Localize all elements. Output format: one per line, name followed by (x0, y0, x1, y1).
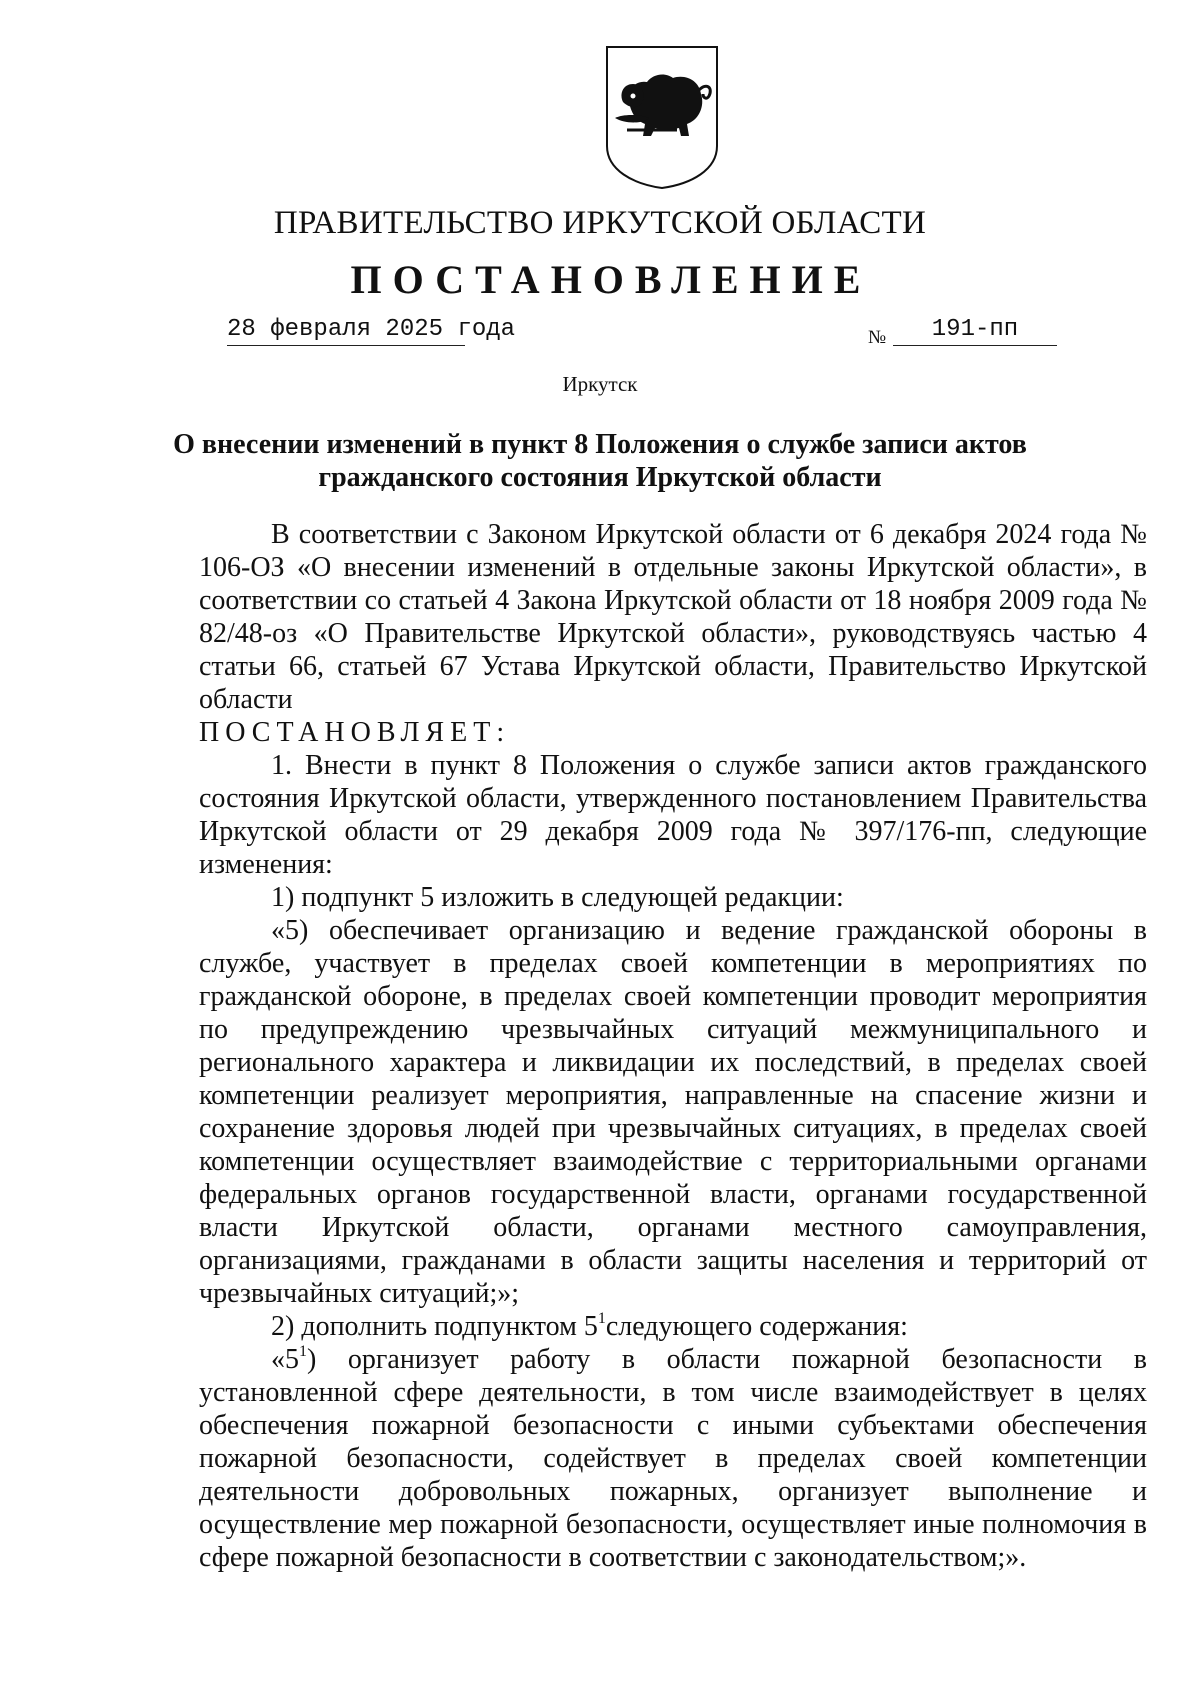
subitem-2-text-start: «5 (271, 1344, 299, 1375)
document-date: 28 февраля 2025 года (227, 316, 465, 346)
subitem-2-text-end: ) организует работу в области пожарной безопасности в установленной сфере деятельности, в том числе взаимодействует в целях обеспечения пожарной безопасности с иными субъектами обеспечения пожарной безопасности, содействует в пределах своей компетенции деятельности добровольных пожарных, организует выполнение и осуществление мер пожарной безопасности, осуществляет иные полномочия в сфере пожарной безопасности в соответствии с законодательством;». (199, 1344, 1147, 1573)
decree-word: ПОСТАНОВЛЯЕТ: (199, 717, 511, 748)
government-title: ПРАВИТЕЛЬСТВО ИРКУТСКОЙ ОБЛАСТИ (273, 205, 927, 241)
document-body (199, 518, 1147, 1574)
document-subject: О внесении изменений в пункт 8 Положения о службе записи актов гражданского состояния Иркутской области (173, 429, 1027, 493)
superscript: 1 (597, 1310, 606, 1327)
item-1-paragraph: 1. Внести в пункт 8 Положения о службе записи актов гражданского состояния Иркутской области, утвержденного постановлением Правительства Иркутской области от 29 декабря 2009 года № 397/176-пп, следующие изменения: (199, 750, 1147, 880)
number-sign: № (868, 327, 887, 348)
subitem-1-intro: 1) подпункт 5 изложить в следующей редакции: (271, 882, 844, 913)
document-type-heading: ПОСТАНОВЛЕНИЕ (350, 257, 872, 302)
subitem-2-intro (199, 1310, 1147, 1343)
subitem-1-text: «5) обеспечивает организацию и ведение гражданской обороны в службе, участвует в пределах своей компетенции в мероприятиях по гражданской обороне, в пределах своей компетенции проводит мероприятия по предупреждению чрезвычайных ситуаций межмуниципального и регионального характера и ликвидации их последствий, в пределах своей компетенции реализует мероприятия, направленные на спасение жизни и сохранение здоровья людей при чрезвычайных ситуациях, в пределах своей компетенции осуществляет взаимодействие с территориальными органами федеральных органов государственной власти, органами государственной власти Иркутской области, органами местного самоуправления, организациями, гражданами в области защиты населения и территорий от чрезвычайных ситуаций;»; (199, 915, 1147, 1309)
subitem-2-text (199, 1343, 1147, 1574)
subitem-2-intro-end: следующего содержания: (605, 1311, 908, 1342)
coat-of-arms-icon (603, 44, 721, 190)
subitem-2-intro-start: 2) дополнить подпунктом 5 (271, 1311, 598, 1342)
document-number: 191-пп (893, 316, 1057, 346)
city-name: Иркутск (562, 372, 638, 396)
superscript: 1 (299, 1343, 307, 1360)
preamble-paragraph: В соответствии с Законом Иркутской области от 6 декабря 2024 года № 106-ОЗ «О внесении изменений в отдельные законы Иркутской области», в соответствии со статьей 4 Закона Иркутской области от 18 ноября 2009 года № 82/48-оз «О Правительстве Иркутской области», руководствуясь частью 4 статьи 66, статьей 67 Устава Иркутской области, Правительство Иркутской области (199, 519, 1147, 715)
